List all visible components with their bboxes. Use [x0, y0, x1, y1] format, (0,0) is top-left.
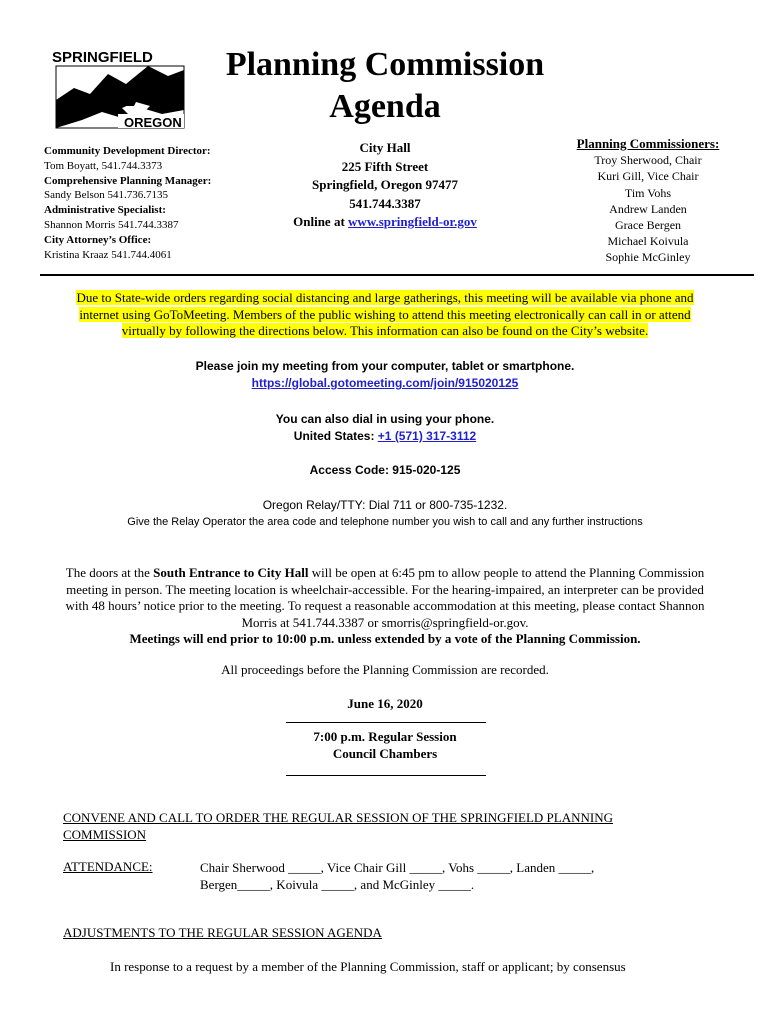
join-link-row — [0, 376, 770, 390]
end-time-notice: Meetings will end prior to 10:00 p.m. unless extended by a vote of the Planning Commission. — [129, 631, 641, 646]
attendance-line: Chair Sherwood _____, Vice Chair Gill _____, Vohs _____, Landen _____, — [200, 860, 595, 875]
commissioner-name: Grace Bergen — [614, 218, 682, 233]
phone-link[interactable]: +1 (571) 317-3112 — [377, 429, 477, 443]
header-divider — [40, 274, 754, 276]
south-entrance: South Entrance to City Hall — [153, 565, 309, 580]
gotomeeting-link[interactable]: https://global.gotomeeting.com/join/915020125 — [251, 376, 519, 390]
address-phone: 541.744.3387 — [349, 195, 421, 211]
attendance-label: ATTENDANCE: — [63, 859, 153, 874]
online-prefix: Online at — [293, 214, 349, 229]
us-phone-row — [0, 429, 770, 443]
svg-text:SPRINGFIELD: SPRINGFIELD — [52, 49, 153, 66]
agenda-adjustments: ADJUSTMENTS TO THE REGULAR SESSION AGENDA — [63, 925, 382, 940]
staff-name: Tom Boyatt, 541.744.3373 — [44, 159, 163, 172]
adjustments-text: In response to a request by a member of the Planning Commission, staff or applicant; by consensus — [110, 959, 626, 974]
staff-name: Kristina Kraaz 541.744.4061 — [44, 248, 172, 261]
us-prefix: United States: — [293, 429, 378, 443]
notice-text: Due to State-wide orders regarding social distancing and large gatherings, this meeting will be available via phone and internet using GoToMeeting. Members of the public wishing to attend this meeting electronically can call in or attend virtually by following the directions below. This information can also be found on the City’s website. — [76, 290, 694, 338]
staff-name: Sandy Belson 541.736.7135 — [44, 189, 169, 202]
separator-line — [286, 722, 486, 723]
covid-notice — [58, 290, 712, 340]
relay-info: Oregon Relay/TTY: Dial 711 or 800-735-1232. — [262, 498, 508, 512]
staff-role: City Attorney’s Office: — [44, 233, 152, 246]
commissioners-header: Planning Commissioners: — [576, 136, 720, 151]
staff-list — [44, 144, 294, 262]
access-code: Access Code: 915-020-125 — [309, 463, 461, 477]
page-title — [200, 44, 570, 128]
session-time: 7:00 p.m. Regular Session — [313, 729, 457, 744]
para-part1: The doors at the — [65, 565, 154, 580]
attendance-list — [200, 859, 680, 893]
para-part2: will be open at 6:45 pm to allow people to attend the Planning Commission meeting in person. The meeting location is wheelchair-accessible. For the hearing-impaired, an interpreter can be provided with 48 hours’ notice prior to the meeting. To request a reasonable accommodation at this meeting, please contact Shannon Morris at 541.744.3387 or smorris@springfield-or.gov. — [65, 565, 705, 630]
relay-instructions: Give the Relay Operator the area code and telephone number you wish to call and any further instructions — [127, 516, 643, 528]
join-instructions: Please join my meeting from your computer, tablet or smartphone. — [195, 359, 575, 373]
in-person-paragraph — [60, 565, 710, 648]
staff-role: Community Development Director: — [44, 145, 211, 157]
city-hall-address — [260, 139, 510, 232]
commissioner-name: Michael Koivula — [607, 234, 689, 249]
commissioner-name: Sophie McGinley — [605, 250, 691, 265]
staff-role: Administrative Specialist: — [44, 204, 166, 217]
address-line: City Hall — [359, 140, 411, 155]
commissioner-name: Kuri Gill, Vice Chair — [597, 169, 699, 184]
attendance-line: Bergen_____, Koivula _____, and McGinley _____. — [200, 877, 475, 892]
staff-role: Comprehensive Planning Manager: — [44, 174, 212, 187]
dial-instructions: You can also dial in using your phone. — [275, 412, 495, 426]
session-date: June 16, 2020 — [347, 696, 423, 711]
session-location: Council Chambers — [332, 746, 438, 761]
recorded-notice: All proceedings before the Planning Commission are recorded. — [221, 662, 549, 677]
commissioner-name: Andrew Landen — [609, 201, 687, 216]
staff-name: Shannon Morris 541.744.3387 — [44, 218, 179, 231]
agenda-convene: CONVENE AND CALL TO ORDER THE REGULAR SESSION OF THE SPRINGFIELD PLANNING COMMISSION — [63, 810, 613, 842]
commissioner-name: Troy Sherwood, Chair — [594, 153, 702, 168]
address-line: Springfield, Oregon 97477 — [311, 177, 459, 192]
address-line: 225 Fifth Street — [341, 158, 429, 174]
separator-line — [286, 775, 486, 776]
commissioners-list — [560, 136, 736, 266]
title-line-2: Agenda — [329, 88, 441, 125]
title-line-1: Planning Commission — [225, 46, 545, 83]
online-line — [260, 213, 510, 232]
website-link[interactable]: www.springfield-or.gov — [348, 214, 477, 229]
springfield-logo — [52, 48, 192, 130]
svg-text:OREGON: OREGON — [124, 115, 182, 130]
commissioner-name: Tim Vohs — [624, 185, 672, 200]
